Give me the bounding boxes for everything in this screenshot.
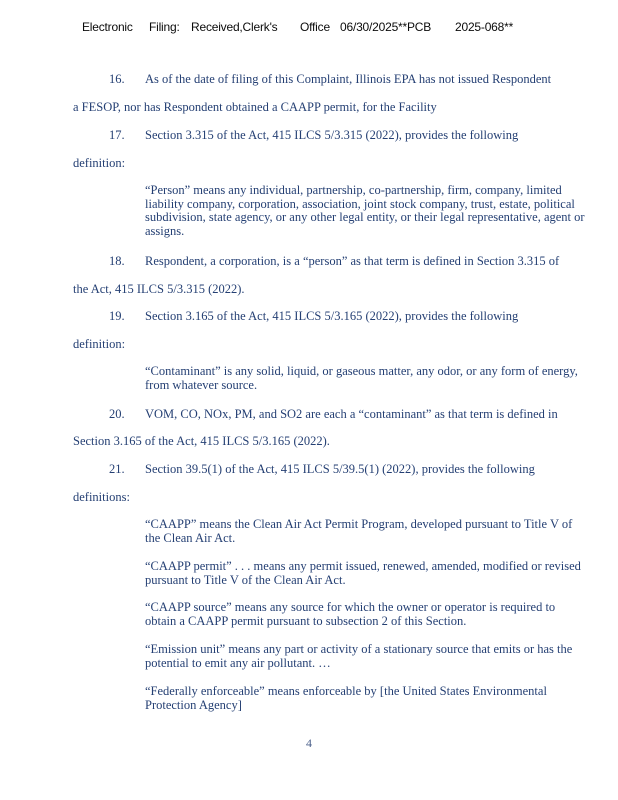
paragraph-17-line-2: definition: — [73, 156, 126, 170]
person-definition-quote: “Person” means any individual, partnership, co-partnership, firm, company, limited liability company, corporation, association, joint stock company, trust, estate, political subdivision, state agency, or any other legal entity, or their legal representative, agent or assigns. — [145, 183, 585, 239]
page-number: 4 — [306, 736, 312, 750]
paragraph-20-line-2: Section 3.165 of the Act, 415 ILCS 5/3.165 (2022). — [73, 434, 330, 448]
caapp-definition-quote: “CAAPP” means the Clean Air Act Permit Program, developed pursuant to Title V of the Clean Air Act. — [145, 517, 573, 545]
paragraph-17-line-1: Section 3.315 of the Act, 415 ILCS 5/3.315 (2022), provides the following — [145, 128, 519, 142]
contaminant-definition-quote: “Contaminant” is any solid, liquid, or gaseous matter, any odor, or any form of energy, from whatever source. — [145, 364, 578, 392]
paragraph-16-line-1: As of the date of filing of this Complaint, Illinois EPA has not issued Respondent — [145, 72, 552, 86]
emission-unit-definition-quote: “Emission unit” means any part or activity of a stationary source that emits or has the potential to emit any air pollutant. … — [145, 642, 573, 670]
paragraph-20-number: 20. — [109, 407, 125, 421]
caapp-permit-definition-quote: “CAAPP permit” . . . means any permit issued, renewed, amended, modified or revised pursuant to Title V of the Clean Air Act. — [145, 559, 581, 587]
paragraph-18-number: 18. — [109, 254, 125, 268]
header-date: 06/30/2025**PCB — [340, 20, 432, 34]
paragraph-16-line-2: a FESOP, nor has Respondent obtained a CAAPP permit, for the Facility — [73, 100, 437, 114]
header-office: Office — [300, 20, 330, 34]
federally-enforceable-definition-quote: “Federally enforceable” means enforceable by [the United States Environmental Protection Agency] — [145, 684, 547, 712]
caapp-source-definition-quote: “CAAPP source” means any source for which the owner or operator is required to obtain a CAAPP permit pursuant to subsection 2 of this Section. — [145, 600, 556, 628]
paragraph-19-line-1: Section 3.165 of the Act, 415 ILCS 5/3.165 (2022), provides the following — [145, 309, 519, 323]
header-electronic: Electronic — [82, 20, 133, 34]
header-case-number: 2025-068** — [455, 20, 514, 34]
paragraph-17-number: 17. — [109, 128, 125, 142]
paragraph-21-line-1: Section 39.5(1) of the Act, 415 ILCS 5/39.5(1) (2022), provides the following — [145, 462, 535, 476]
paragraph-20-line-1: VOM, CO, NOx, PM, and SO2 are each a “contaminant” as that term is defined in — [145, 407, 558, 421]
paragraph-21-number: 21. — [109, 462, 125, 476]
paragraph-21-line-2: definitions: — [73, 490, 130, 504]
paragraph-18-line-1: Respondent, a corporation, is a “person” as that term is defined in Section 3.315 of — [145, 254, 560, 268]
paragraph-16-number: 16. — [109, 72, 125, 86]
paragraph-18-line-2: the Act, 415 ILCS 5/3.315 (2022). — [73, 282, 245, 296]
header-filing: Filing: — [149, 20, 180, 34]
header-received: Received,Clerk's — [191, 20, 278, 34]
paragraph-19-number: 19. — [109, 309, 125, 323]
paragraph-19-line-2: definition: — [73, 337, 126, 351]
filing-header — [0, 20, 618, 36]
